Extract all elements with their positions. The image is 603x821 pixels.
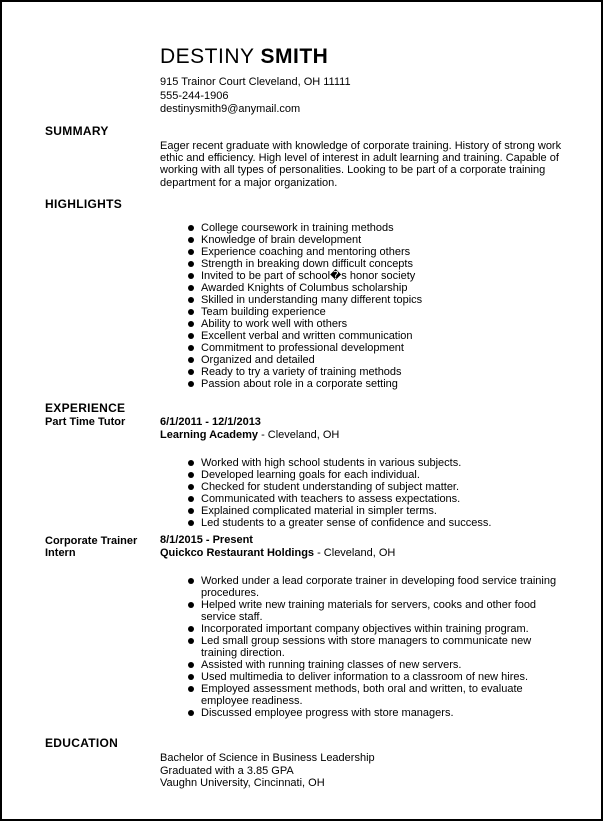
list-item: Worked under a lead corporate trainer in developing food service training procedures.: [160, 575, 565, 599]
list-item: Assisted with running training classes of new servers.: [160, 659, 565, 671]
job-location: - Cleveland, OH: [258, 429, 340, 441]
job-organization: [160, 547, 565, 560]
contact-info: [160, 76, 351, 117]
list-item: Skilled in understanding many different topics: [160, 294, 565, 306]
list-item: Team building experience: [160, 306, 565, 318]
list-item: Communicated with teachers to assess expectations.: [160, 493, 565, 505]
list-item: College coursework in training methods: [160, 222, 565, 234]
summary-heading: SUMMARY: [45, 124, 109, 138]
gpa: Graduated with a 3.85 GPA: [160, 764, 294, 777]
school: Vaughn University, Cincinnati, OH: [160, 777, 325, 789]
list-item: Checked for student understanding of subject matter.: [160, 481, 565, 493]
job-dates: 8/1/2015 - Present: [160, 534, 253, 546]
last-name: SMITH: [260, 45, 329, 68]
education-section: [160, 752, 565, 790]
first-name: DESTINY: [160, 45, 255, 68]
summary-text: Eager recent graduate with knowledge of corporate training. History of strong work ethic and efficiency. High level of interest in adult learning and training. Capable of working with all types of personalities. Looking to be part of a corporate training department for a major organization.: [160, 140, 562, 189]
highlights-section: [160, 222, 565, 390]
list-item: Experience coaching and mentoring others: [160, 246, 565, 258]
list-item: Commitment to professional development: [160, 342, 565, 354]
candidate-name: [160, 44, 351, 70]
list-item: Excellent verbal and written communication: [160, 330, 565, 342]
job-duties-list: [160, 575, 565, 719]
address: 915 Trainor Court Cleveland, OH 11111: [160, 76, 351, 88]
list-item: Knowledge of brain development: [160, 234, 565, 246]
experience-heading: EXPERIENCE: [45, 401, 126, 415]
degree: Bachelor of Science in Business Leadership: [160, 752, 375, 764]
job-location: - Cleveland, OH: [314, 547, 396, 559]
list-item: Passion about role in a corporate setting: [160, 378, 565, 390]
resume-header: [160, 44, 351, 117]
list-item: Worked with high school students in various subjects.: [160, 457, 565, 469]
employer-name: Quickco Restaurant Holdings: [160, 547, 315, 559]
list-item: Ready to try a variety of training methods: [160, 366, 565, 378]
job-organization: [160, 429, 565, 442]
job-entry: [160, 416, 565, 529]
list-item: Ability to work well with others: [160, 318, 565, 330]
employer-name: Learning Academy: [160, 429, 259, 441]
list-item: Used multimedia to deliver information to a classroom of new hires.: [160, 671, 565, 683]
list-item: Led small group sessions with store managers to communicate new training direction.: [160, 635, 565, 659]
list-item: Helped write new training materials for servers, cooks and other food service staff.: [160, 599, 565, 623]
email: destinysmith9@anymail.com: [160, 103, 301, 115]
phone: 555-244-1906: [160, 89, 229, 102]
list-item: Awarded Knights of Columbus scholarship: [160, 282, 565, 294]
list-item: Invited to be part of school�s honor society: [160, 270, 565, 282]
highlights-heading: HIGHLIGHTS: [45, 197, 122, 211]
list-item: Employed assessment methods, both oral and written, to evaluate employee readiness.: [160, 683, 565, 707]
list-item: Developed learning goals for each individual.: [160, 469, 565, 481]
list-item: Strength in breaking down difficult concepts: [160, 258, 565, 270]
list-item: Led students to a greater sense of confidence and success.: [160, 517, 565, 529]
highlights-list: [160, 222, 565, 390]
job-entry: [160, 534, 565, 719]
job-role: Part Time Tutor: [45, 416, 126, 428]
education-heading: EDUCATION: [45, 736, 119, 750]
job-duties-list: [160, 457, 565, 529]
list-item: Discussed employee progress with store managers.: [160, 707, 565, 719]
job-role: Corporate Trainer Intern: [45, 535, 138, 559]
list-item: Explained complicated material in simpler terms.: [160, 505, 565, 517]
list-item: Incorporated important company objectives within training program.: [160, 623, 565, 635]
job-dates: 6/1/2011 - 12/1/2013: [160, 416, 261, 428]
list-item: Organized and detailed: [160, 354, 565, 366]
